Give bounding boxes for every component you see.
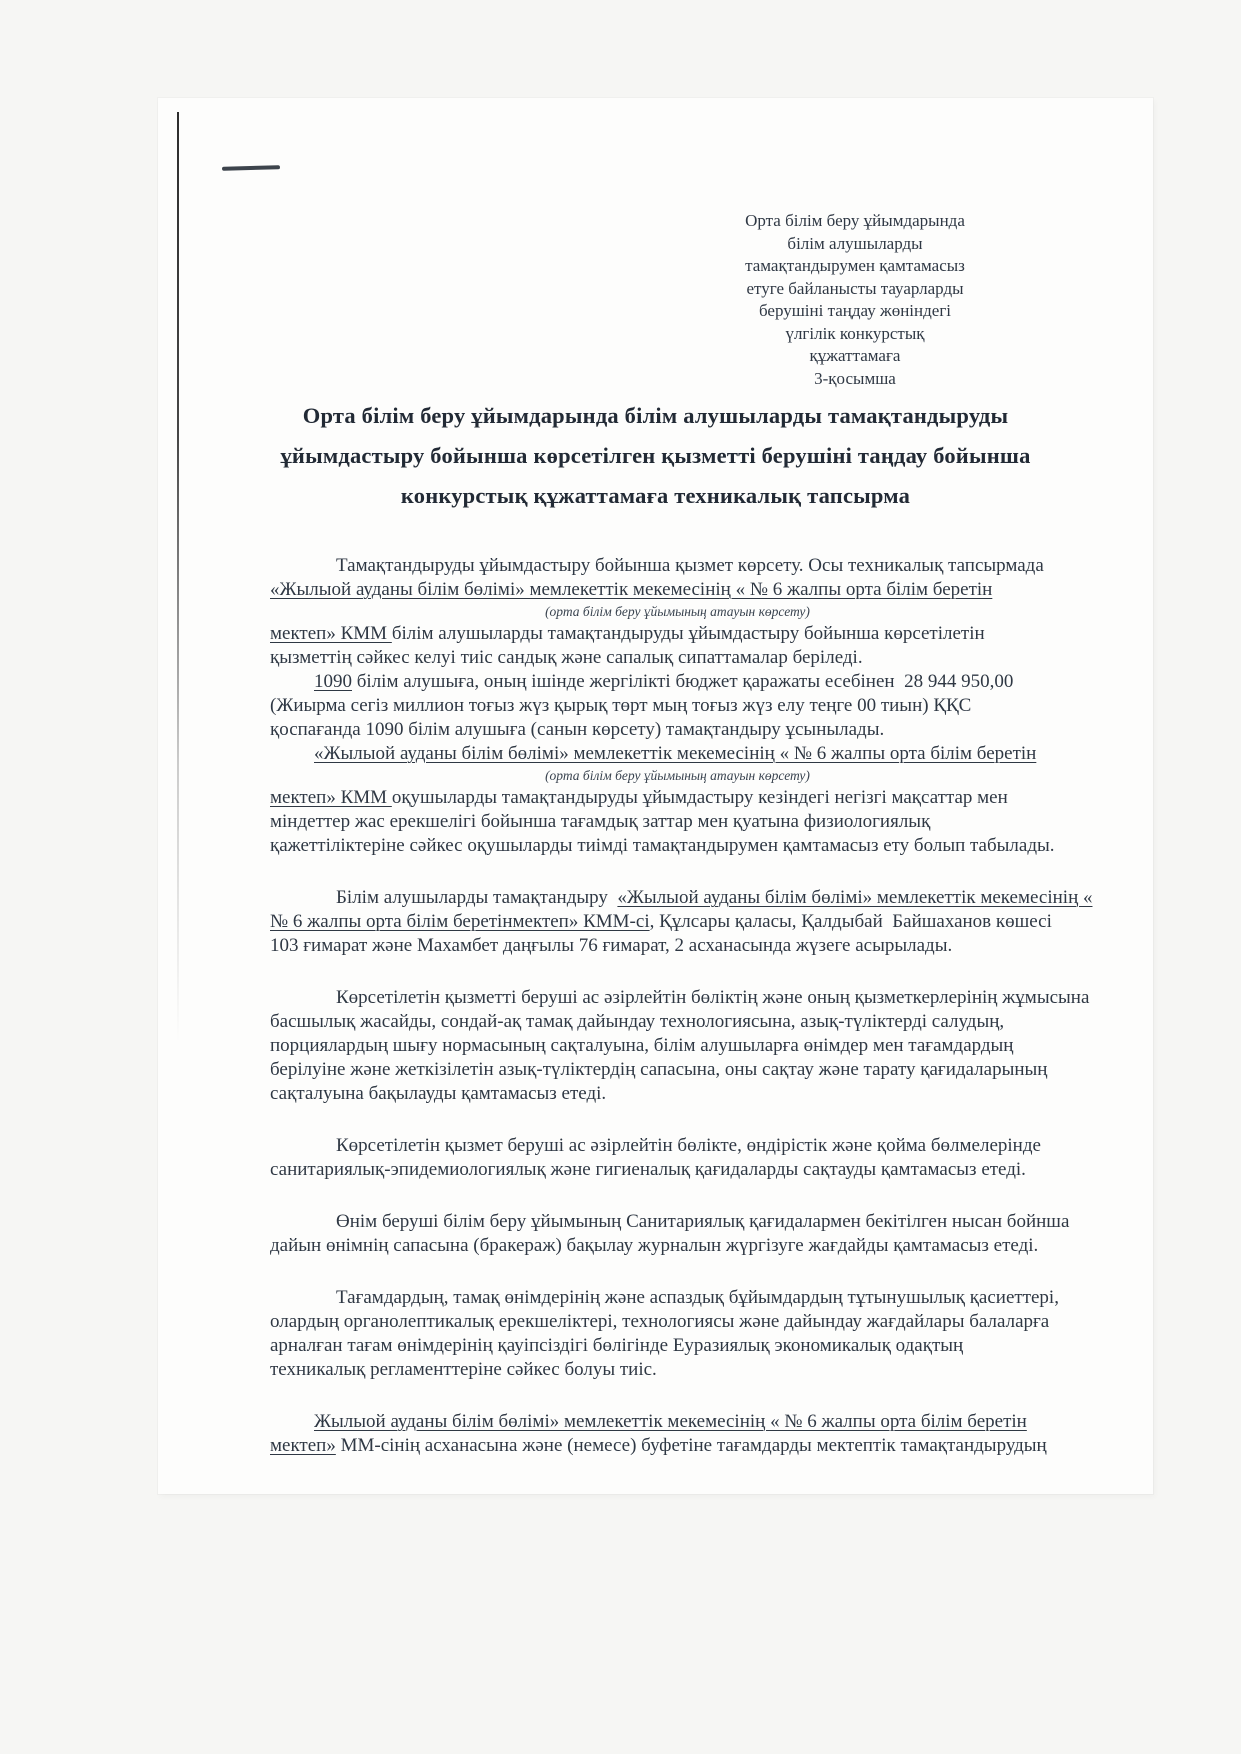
document-body [270, 554, 1093, 1458]
text-segment: Өнім беруші білім беру ұйымының Санитариялық қағидалармен бекітілген нысан бойнша [336, 1211, 1070, 1232]
text-line [270, 1334, 1085, 1358]
appendix-line: білім алушыларды [787, 233, 923, 253]
text-segment: қызметтің сәйкес келуі тиіс сандық және сапалық сипаттамалар беріледі. [270, 647, 863, 668]
underlined-text-segment: № 6 жалпы орта білім беретінмектеп» КММ-сі [270, 911, 650, 932]
text-line [270, 934, 1085, 958]
text-segment: қажеттіліктеріне сәйкес оқушыларды тиімді тамақтандырумен қамтамасыз ету болып табылады. [270, 835, 1055, 856]
text-segment: Тамақтандыруды ұйымдастыру бойынша қызмет көрсету. Осы техникалық тапсырмада [336, 555, 1044, 576]
text-line [270, 694, 1085, 718]
text-line [270, 742, 1085, 766]
text-segment: порциялардың шығу нормасының сақталуына, білім алушыларға өнімдер мен тағамдардың [270, 1035, 1014, 1056]
appendix-line: Орта білім беру ұйымдарында [745, 211, 965, 230]
text-segment: міндеттер жас ерекшелігі бойынша тағамдық заттар мен қуатына физиологиялық [270, 811, 931, 832]
underlined-text-segment: «Жылыой ауданы білім бөлімі» мемлекеттік мекемесінің « № 6 жалпы орта білім беретін [270, 579, 993, 600]
text-line [270, 1358, 1085, 1382]
underlined-text-segment: «Жылыой ауданы білім бөлімі» мемлекеттік мекемесінің « № 6 жалпы орта білім беретін [314, 743, 1037, 764]
title-line: Орта білім беру ұйымдарында білім алушыларды тамақтандыруды [302, 403, 1009, 428]
text-line [270, 554, 1085, 578]
text-segment: арналған тағам өнімдерінің қауіпсіздігі бөлігінде Еуразиялық экономикалық одақтың [270, 1335, 964, 1356]
text-line [270, 1034, 1085, 1058]
text-line [270, 646, 1085, 670]
scan-page [158, 98, 1153, 1494]
text-line [270, 670, 1085, 694]
underlined-text-segment: мектеп» [270, 1435, 336, 1456]
underlined-text-segment: «Жылыой ауданы білім бөлімі» мемлекеттік мекемесінің « [617, 887, 1093, 908]
text-segment: берілуіне және жеткізілетін азық-түліктердің сапасына, оны сақтау және тарату қағидаларының [270, 1059, 1048, 1080]
underlined-text-segment: 1090 [314, 671, 352, 692]
text-segment: білім алушыға, оның ішінде жергілікті бюджет қаражаты есебінен 28 944 950,00 [352, 671, 1014, 692]
text-segment: Көрсетілетін қызметті беруші ас әзірлейтін бөліктің және оның қызметкерлерінің жұмысына [336, 987, 1090, 1008]
text-segment: санитариялық-эпидемиологиялық және гигиеналық қағидаларды сақтауды қамтамасыз етеді. [270, 1159, 1026, 1180]
text-line [270, 834, 1085, 858]
underlined-text-segment: Жылыой ауданы білім бөлімі» мемлекеттік мекемесінің « № 6 жалпы орта білім беретін [314, 1411, 1027, 1432]
text-line [270, 578, 1085, 602]
title-line: конкурстық құжаттамаға техникалық тапсырма [400, 483, 911, 508]
text-line [270, 1234, 1085, 1258]
appendix-header-block [700, 210, 1010, 390]
text-line [270, 1434, 1085, 1458]
page-left-edge-artifact [177, 112, 179, 1042]
appendix-line: тамақтандырумен қамтамасыз [745, 256, 965, 275]
paragraph-gap [270, 858, 1085, 886]
text-line [270, 1010, 1085, 1034]
text-line [270, 1082, 1085, 1106]
text-segment: дайын өнімнің сапасына (бракераж) бақылау журналын жүргізуге жағдайды қамтамасыз етеді. [270, 1235, 1039, 1256]
underlined-text-segment: мектеп» КММ [270, 787, 392, 808]
text-line [270, 1058, 1085, 1082]
text-line [270, 1158, 1085, 1182]
text-segment: оқушыларды тамақтандыруды ұйымдастыру кезіндегі негізгі мақсаттар мен [391, 787, 1008, 808]
text-segment: Тағамдардың, тамақ өнімдерінің және аспаздық бұйымдардың тұтынушылық қасиеттері, [336, 1287, 1059, 1308]
text-segment: білім алушыларды тамақтандыруды ұйымдастыру бойынша көрсетілетін [391, 623, 985, 644]
text-segment: ММ-сінің асханасына және (немесе) буфетіне тағамдарды мектептік тамақтандырудың [335, 1435, 1047, 1456]
appendix-line: құжаттамаға [809, 346, 901, 365]
text-segment: , Құлсары қаласы, Қалдыбай Байшаханов көшесі [649, 911, 1052, 932]
text-segment: басшылық жасайды, сондай-ақ тамақ дайындау технологиясына, азық-түліктерді салудың, [270, 1011, 1005, 1032]
appendix-line: 3-қосымша [814, 368, 896, 388]
text-segment: Көрсетілетін қызмет беруші ас әзірлейтін бөлікте, өндірістік және қойма бөлмелерінде [336, 1135, 1041, 1156]
text-line [270, 886, 1093, 910]
scan-dash-artifact [222, 165, 280, 171]
appendix-line: үлгілік конкурстық [785, 323, 925, 343]
text-segment: (Жиырма сегіз миллион тоғыз жүз қырық төрт мың тоғыз жүз елу теңге 00 тиын) ҚҚС [270, 695, 972, 716]
text-segment: сақталуына бақылауды қамтамасыз етеді. [270, 1083, 607, 1104]
text-line [270, 810, 1085, 834]
paragraph-gap [270, 1258, 1085, 1286]
note-line: (орта білім беру ұйымының атауын көрсету) [545, 604, 810, 619]
text-segment: олардың органолептикалық ерекшеліктері, технологиясы және дайындау жағдайлары балаларға [270, 1311, 1050, 1332]
text-line [270, 1310, 1085, 1334]
text-line [270, 1410, 1085, 1434]
text-line [270, 1286, 1085, 1310]
paragraph-gap [270, 1382, 1085, 1410]
title-line: ұйымдастыру бойынша көрсетілген қызметті берушіні таңдау бойынша [280, 443, 1031, 468]
paragraph-gap [270, 958, 1085, 986]
note-line: (орта білім беру ұйымының атауын көрсету) [545, 768, 810, 783]
underlined-text-segment: мектеп» КММ [270, 623, 392, 644]
document-title [238, 396, 1073, 516]
text-line [270, 1134, 1085, 1158]
text-segment: қоспағанда 1090 білім алушыға (санын көрсету) тамақтандыру ұсынылады. [270, 719, 885, 740]
text-segment: 103 ғимарат және Махамбет даңғылы 76 ғимарат, 2 асханасында жүзеге асырылады. [270, 935, 953, 956]
appendix-line: берушіні таңдау жөніндегі [758, 301, 952, 320]
paragraph-gap [270, 1182, 1085, 1210]
text-line [270, 786, 1085, 810]
text-line [270, 718, 1085, 742]
text-line [270, 910, 1085, 934]
text-line [270, 1210, 1085, 1234]
paragraph-gap [270, 1106, 1085, 1134]
text-line [270, 622, 1085, 646]
text-segment: Білім алушыларды тамақтандыру [336, 887, 618, 908]
text-line [270, 986, 1090, 1010]
appendix-line: етуге байланысты тауарларды [746, 278, 964, 298]
text-segment: техникалық регламенттеріне сәйкес болуы тиіс. [270, 1359, 657, 1380]
